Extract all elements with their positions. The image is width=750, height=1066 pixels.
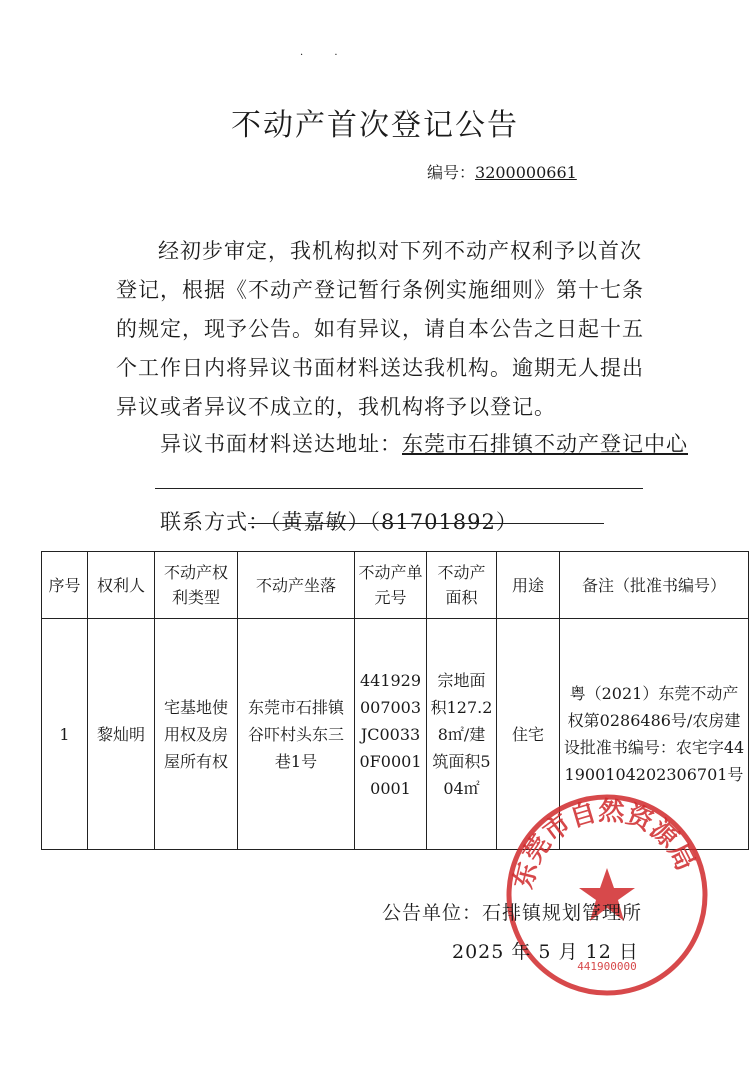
serial-value: 3200000661: [475, 163, 577, 182]
header-right-type: 不动产权利类型: [155, 552, 238, 619]
objection-address-label: 异议书面材料送达地址：: [160, 432, 402, 456]
divider-line: [155, 488, 643, 489]
scan-specks: · ·: [300, 50, 352, 61]
header-area: 不动产面积: [427, 552, 497, 619]
header-location: 不动产坐落: [238, 552, 355, 619]
footer-unit-label: 公告单位：: [382, 902, 483, 924]
serial-label: 编号：: [427, 163, 476, 182]
serial-number: [427, 160, 577, 183]
table-header-row: [42, 552, 749, 619]
cell-note: 粤（2021）东莞不动产权第0286486号/农房建设批准书编号：农宅字441900104202306701号: [560, 619, 749, 850]
cell-location: 东莞市石排镇谷吓村头东三巷1号: [238, 619, 355, 850]
seal-code: 441900000: [577, 960, 637, 973]
cell-usage: 住宅: [497, 619, 560, 850]
contact-underline: [248, 523, 604, 524]
notice-body: [116, 232, 656, 427]
header-owner: 权利人: [88, 552, 155, 619]
cell-right-type: 宅基地使用权及房屋所有权: [155, 619, 238, 850]
cell-unit-no: 441929007003JC00330F00010001: [355, 619, 427, 850]
seal-text: 东莞市自然资源局: [508, 796, 701, 892]
cell-index: 1: [42, 619, 88, 850]
header-note: 备注（批准书编号）: [560, 552, 749, 619]
page-title: 不动产首次登记公告: [231, 108, 519, 143]
footer-unit-value: 石排镇规划管理所: [482, 902, 643, 924]
contact-info: [160, 506, 518, 536]
header-unit-no: 不动产单元号: [355, 552, 427, 619]
cell-owner: 黎灿明: [88, 619, 155, 850]
cell-area: 宗地面积127.28㎡/建筑面积504㎡: [427, 619, 497, 850]
footer-date: 2025 年 5 月 12 日: [452, 941, 639, 963]
footer-unit: [382, 898, 642, 925]
objection-address-value: 东莞市石排镇不动产登记中心: [402, 432, 688, 456]
header-index: 序号: [42, 552, 88, 619]
objection-address: [160, 428, 688, 458]
contact-label: 联系方式：: [160, 510, 270, 534]
notice-body-text: 经初步审定，我机构拟对下列不动产权利予以首次登记，根据《不动产登记暂行条例实施细则》第十七条的规定，现予公告。如有异议，请自本公告之日起十五个工作日内将异议书面材料送达我机构。逾期无人提出异议或者异议不成立的，我机构将予以登记。: [116, 239, 644, 419]
header-usage: 用途: [497, 552, 560, 619]
official-seal: [502, 790, 712, 1000]
contact-value: （黄嘉敏）（81701892）: [270, 510, 518, 534]
